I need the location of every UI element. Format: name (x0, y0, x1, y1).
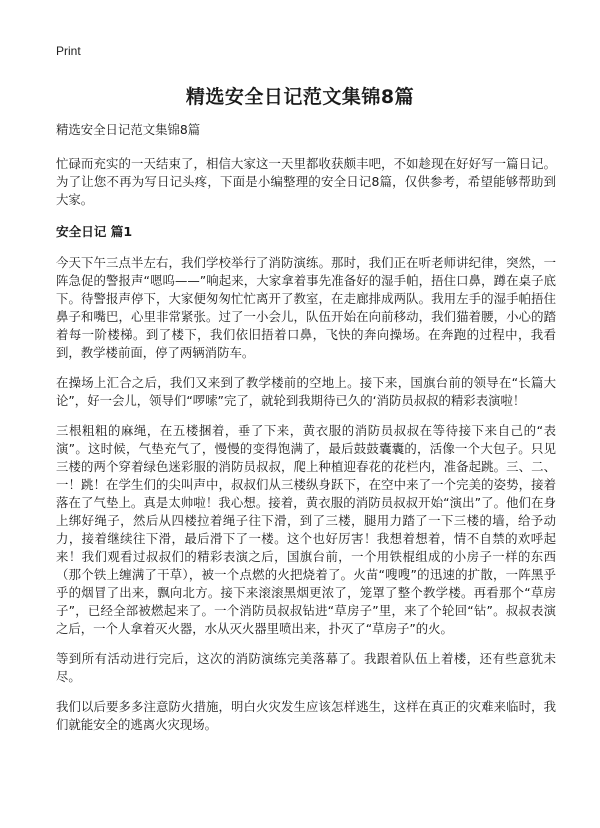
body-paragraph: 我们以后要多多注意防火措施，明白火灾发生应该怎样逃生，这样在真正的灾难来临时，我们就能安全的逃离火灾现场。 (56, 699, 556, 732)
document-body (56, 121, 556, 746)
print-label: Print (56, 44, 81, 58)
body-paragraph: 在操场上汇合之后，我们又来到了教学楼前的空地上。接下来，国旗台前的领导在“长篇大论”，好一会儿，领导们“啰嗦”完了，就轮到我期待已久的‘消防员叔叔的精彩表演啦！ (56, 375, 556, 408)
body-paragraph: 三根粗粗的麻绳，在五楼捆着，垂了下来，黄衣服的消防员叔叔在等待接下来自己的“表演”。这时候，气垫充气了，慢慢的变得饱满了，最后鼓鼓囊囊的，活像一个大包子。只见三楼的两个穿着绿色迷彩服的消防员叔叔，爬上种植迎春花的花栏内，准备起跳。三、二、一！跳！在学生们的尖叫声中，叔叔们从三楼纵身跃下，在空中来了一个完美的姿势，接着落在了气垫上。真是太帅啦！我心想。接着，黄衣服的消防员叔叔开始“演出”了。他们在身上绑好绳子，然后从四楼拉着绳子往下滑，到了三楼，腿用力踏了一下三楼的墙，给予动力，接着继续往下滑，最后滑下了一楼。这个也好厉害！我想着想着，情不自禁的欢呼起来！我们观看过叔叔们的精彩表演之后，国旗台前，一个用铁棍组成的小房子一样的东西（那个铁上缠满了干草），被一个点燃的火把烧着了。火苗“嗖嗖”的迅速的扩散，一阵黑乎乎的烟冒了出来，飘向北方。接下来滚滚黑烟更浓了，笼罩了整个教学楼。再看那个“草房子”，已经全部被燃起来了。一个消防员叔叔钻进“草房子”里，来了个轮回“钻”。叔叔表演之后，一个人拿着灭火器，水从灭火器里喷出来，扑灭了“草房子”的火。 (56, 423, 556, 636)
document-subtitle: 精选安全日记范文集锦8篇 (56, 122, 201, 137)
body-paragraph: 今天下午三点半左右，我们学校举行了消防演练。那时，我们正在听老师讲纪律，突然，一阵急促的警报声“嗯呜——”响起来，大家拿着事先准备好的湿手帕，捂住口鼻，蹲在桌子底下。待警报声停下，大家便匆匆忙忙离开了教室，在走廊排成两队。我用左手的湿手帕捂住鼻子和嘴巴，心里非常紧张。过了一小会儿，队伍开始在向前移动，我们猫着腰，小心的踏着每一阶楼梯。到了楼下，我们依旧捂着口鼻，飞快的奔向操场。在奔跑的过程中，我看到，教学楼前面，停了两辆消防车。 (56, 255, 556, 360)
document-title: 精选安全日记范文集锦8篇 (185, 86, 415, 108)
section-heading: 安全日记 篇1 (56, 224, 133, 239)
body-paragraph: 等到所有活动进行完后，这次的消防演练完美落幕了。我跟着队伍上着楼，还有些意犹未尽。 (56, 651, 556, 684)
intro-paragraph: 忙碌而充实的一天结束了，相信大家这一天里都收获颇丰吧，不如趁现在好好写一篇日记。为了让您不再为写日记头疼，下面是小编整理的安全日记8篇，仅供参考，希望能够帮助到大家。 (56, 156, 556, 207)
